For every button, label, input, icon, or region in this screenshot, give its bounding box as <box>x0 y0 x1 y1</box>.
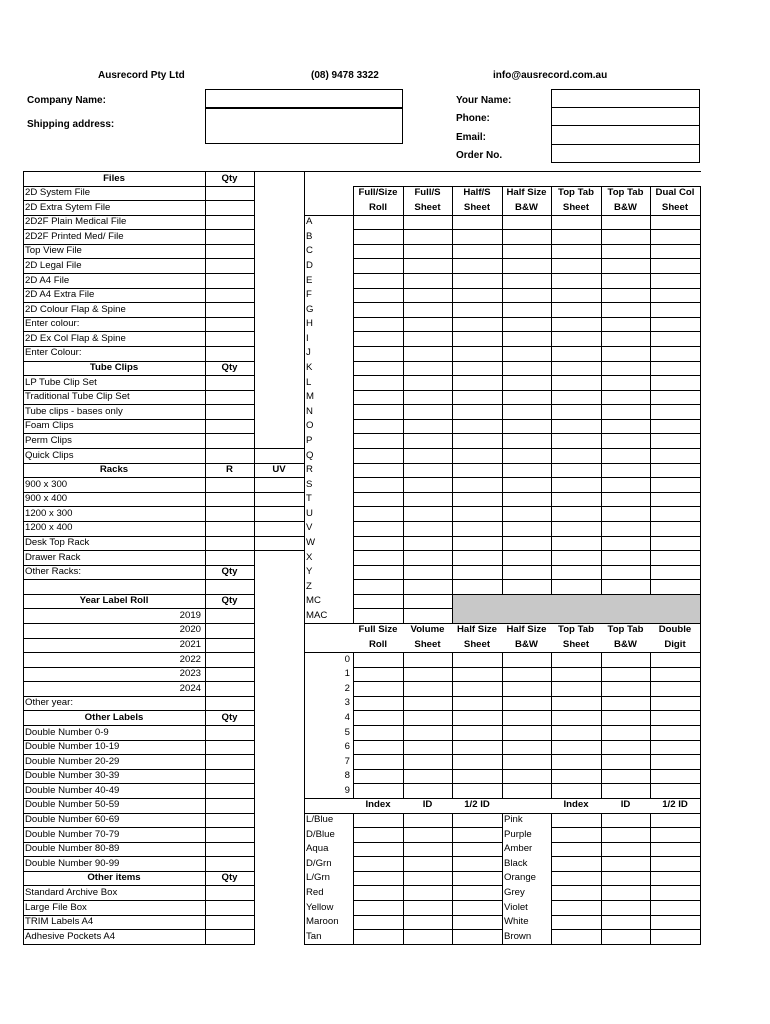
shipping-address-field[interactable] <box>205 108 403 144</box>
company-title: Ausrecord Pty Ltd <box>98 70 185 81</box>
left-item-label: 2023 <box>179 668 201 680</box>
letter-row-label: Q <box>306 449 314 461</box>
left-item-label: Standard Archive Box <box>25 886 118 898</box>
digit-row-label: 8 <box>344 770 350 782</box>
letter-row-label: O <box>306 420 314 432</box>
letters-col-header: Roll <box>368 201 388 213</box>
letter-row-label: A <box>306 216 313 228</box>
digits-col-header: B&W <box>515 639 538 651</box>
letters-col-header: Half/S <box>463 187 491 199</box>
left-item-label: Double Number 0-9 <box>25 726 109 738</box>
qty-header: Qty <box>221 172 238 184</box>
letter-row-label: U <box>306 507 313 519</box>
digits-col-header: Roll <box>368 639 388 651</box>
letter-row-label: W <box>306 537 316 548</box>
colours-col-header: Index <box>563 799 589 811</box>
letters-col-header: Dual Col <box>655 187 695 199</box>
left-item-label: 2D Extra Sytem File <box>25 201 111 213</box>
digits-col-header: Half Size <box>506 624 547 636</box>
shipping-address-label: Shipping address: <box>27 119 115 130</box>
left-item-label: Foam Clips <box>25 420 74 432</box>
colour-label: D/Grn <box>306 857 332 869</box>
qty-header: Qty <box>221 362 238 374</box>
colour-label: Pink <box>504 814 523 826</box>
letter-row-label: V <box>306 522 313 534</box>
left-item-label: Adhesive Pockets A4 <box>25 930 116 942</box>
digit-row-label: 6 <box>344 741 350 753</box>
your-name-label: Your Name: <box>456 95 512 106</box>
digit-row-label: 7 <box>344 755 350 767</box>
colour-label: Black <box>504 857 528 869</box>
company-name-field[interactable] <box>205 89 403 108</box>
letters-col-header: Top Tab <box>607 187 644 199</box>
qty-header: Qty <box>221 566 238 578</box>
colour-label: Amber <box>504 843 533 855</box>
digits-col-header: Sheet <box>414 639 441 651</box>
left-item-label: Double Number 80-89 <box>25 843 120 855</box>
left-item-label: 1200 x 300 <box>25 507 73 519</box>
qty-header: Qty <box>221 872 238 884</box>
colour-label: Red <box>306 886 324 898</box>
letter-row-label: MC <box>306 595 321 607</box>
phone-label: Phone: <box>456 113 490 124</box>
digit-row-label: 4 <box>344 711 350 723</box>
colours-col-header: 1/2 ID <box>662 799 688 811</box>
digit-row-label: 3 <box>344 697 350 709</box>
colour-label: Brown <box>504 930 532 942</box>
letters-col-header: Sheet <box>414 201 441 213</box>
qty-header: Qty <box>221 711 238 723</box>
letter-row-label: S <box>306 478 313 490</box>
digits-col-header: Full Size <box>358 624 398 636</box>
digits-col-header: Volume <box>410 624 445 636</box>
section-header: Racks <box>99 464 129 476</box>
letter-row-label: Z <box>306 580 312 592</box>
letter-row-label: H <box>306 318 313 330</box>
letter-row-label: F <box>306 289 312 301</box>
company-email: info@ausrecord.com.au <box>493 70 608 81</box>
letters-col-header: Full/S <box>414 187 441 199</box>
left-item-label: Traditional Tube Clip Set <box>25 391 130 403</box>
section-header: Files <box>103 172 125 184</box>
left-item-label: 1200 x 400 <box>25 522 73 534</box>
letter-row-label: K <box>306 362 313 374</box>
left-item-label: 2D A4 Extra File <box>25 289 95 301</box>
left-item-label: 2020 <box>179 624 201 636</box>
letters-col-header: Top Tab <box>558 187 594 199</box>
racks-r-header: R <box>226 464 233 476</box>
company-name-label: Company Name: <box>27 95 106 106</box>
letters-col-header: Sheet <box>661 201 689 213</box>
left-item-label: 2D A4 File <box>25 274 70 286</box>
section-header: Year Label Roll <box>79 595 149 607</box>
digits-col-header: Double <box>658 624 692 636</box>
colour-label: L/Blue <box>306 814 334 826</box>
letters-col-header: Full/Size <box>358 187 398 199</box>
letter-row-label: P <box>306 434 313 446</box>
letter-row-label: N <box>306 405 313 417</box>
racks-uv-header: UV <box>272 464 286 476</box>
company-phone: (08) 9478 3322 <box>311 70 379 81</box>
left-item-label: Other Racks: <box>25 566 81 578</box>
digits-col-header: Sheet <box>463 639 491 651</box>
letter-row-label: G <box>306 303 314 315</box>
letter-row-label: E <box>306 274 313 286</box>
left-item-label: 2D Ex Col Flap & Spine <box>25 332 126 344</box>
letter-row-label: D <box>306 259 313 271</box>
digits-col-header: Top Tab <box>558 624 594 636</box>
left-item-label: 900 x 400 <box>25 493 68 505</box>
left-item-label: Desk Top Rack <box>25 537 90 548</box>
left-item-label: 2024 <box>179 682 201 694</box>
left-item-label: Double Number 20-29 <box>25 755 120 767</box>
colour-label: Yellow <box>306 901 334 913</box>
digit-row-label: 5 <box>344 726 350 738</box>
left-item-label: Enter Colour: <box>25 347 82 359</box>
digits-col-header: Sheet <box>562 639 590 651</box>
left-item-label: 2022 <box>179 653 201 665</box>
left-item-label: TRIM Labels A4 <box>25 916 94 928</box>
colours-col-header: Index <box>365 799 391 811</box>
left-item-label: Double Number 70-79 <box>25 828 120 840</box>
colour-label: D/Blue <box>306 828 335 840</box>
colour-label: White <box>504 916 529 928</box>
letters-col-header: B&W <box>614 201 637 213</box>
colour-label: Violet <box>504 901 528 913</box>
section-header: Other items <box>87 872 141 884</box>
contact-fields[interactable] <box>551 89 700 163</box>
left-item-label: Large File Box <box>25 901 87 913</box>
left-item-label: Double Number 50-59 <box>25 799 120 811</box>
letter-row-label: Y <box>306 566 313 578</box>
colour-label: L/Grn <box>306 872 330 884</box>
left-item-label: Other year: <box>25 697 73 709</box>
order-no-label: Order No. <box>456 150 503 161</box>
email-label: Email: <box>456 132 487 143</box>
left-item-label: 2D Colour Flap & Spine <box>25 303 126 315</box>
letter-row-label: X <box>306 551 313 563</box>
letter-row-label: MAC <box>306 609 328 621</box>
left-item-label: 2D2F Printed Med/ File <box>25 230 124 242</box>
letter-row-label: M <box>306 391 314 403</box>
letter-row-label: B <box>306 230 313 242</box>
letters-col-header: B&W <box>515 201 538 213</box>
left-item-label: LP Tube Clip Set <box>25 376 97 388</box>
left-item-label: Quick Clips <box>25 449 74 461</box>
letter-row-label: C <box>306 245 313 257</box>
left-item-label: Double Number 30-39 <box>25 770 120 782</box>
left-item-label: 900 x 300 <box>25 478 68 490</box>
colours-col-header: ID <box>620 799 631 811</box>
qty-header: Qty <box>221 595 238 607</box>
left-item-label: Double Number 40-49 <box>25 784 120 796</box>
digits-col-header: Top Tab <box>607 624 644 636</box>
letter-row-label: L <box>306 376 312 388</box>
colour-label: Maroon <box>306 916 339 928</box>
colour-label: Tan <box>306 930 322 942</box>
left-item-label: Double Number 90-99 <box>25 857 120 869</box>
letters-col-header: Sheet <box>463 201 491 213</box>
left-item-label: 2D Legal File <box>25 259 82 271</box>
letter-row-label: I <box>306 332 309 344</box>
letter-row-label: J <box>306 347 311 359</box>
digit-row-label: 0 <box>344 653 350 665</box>
letters-col-header: Sheet <box>562 201 590 213</box>
left-item-label: 2019 <box>179 609 201 621</box>
colour-label: Orange <box>504 872 536 884</box>
left-item-label: Perm Clips <box>25 434 72 446</box>
colour-label: Purple <box>504 828 532 840</box>
left-item-label: Top View File <box>25 245 82 257</box>
letter-row-label: T <box>306 493 312 505</box>
section-header: Other Labels <box>84 711 144 723</box>
colour-label: Aqua <box>306 843 329 855</box>
digits-col-header: B&W <box>614 639 637 651</box>
digits-col-header: Digit <box>664 639 686 651</box>
digits-col-header: Half Size <box>457 624 497 636</box>
digit-row-label: 9 <box>344 784 350 796</box>
colour-label: Grey <box>504 886 525 898</box>
left-item-label: Tube clips - bases only <box>25 405 123 417</box>
left-item-label: Double Number 10-19 <box>25 741 120 753</box>
left-item-label: Double Number 60-69 <box>25 814 120 826</box>
section-header: Tube Clips <box>89 362 139 374</box>
digit-row-label: 2 <box>344 682 350 694</box>
digit-row-label: 1 <box>344 668 350 680</box>
left-item-label: Enter colour: <box>25 318 80 330</box>
letter-row-label: R <box>306 464 313 476</box>
left-item-label: 2021 <box>179 639 201 651</box>
left-item-label: 2D2F Plain Medical File <box>25 216 127 228</box>
left-item-label: 2D System File <box>25 187 91 199</box>
colours-col-header: 1/2 ID <box>464 799 490 811</box>
left-item-label: Drawer Rack <box>25 551 81 563</box>
letters-col-header: Half Size <box>506 187 547 199</box>
colours-col-header: ID <box>422 799 433 811</box>
